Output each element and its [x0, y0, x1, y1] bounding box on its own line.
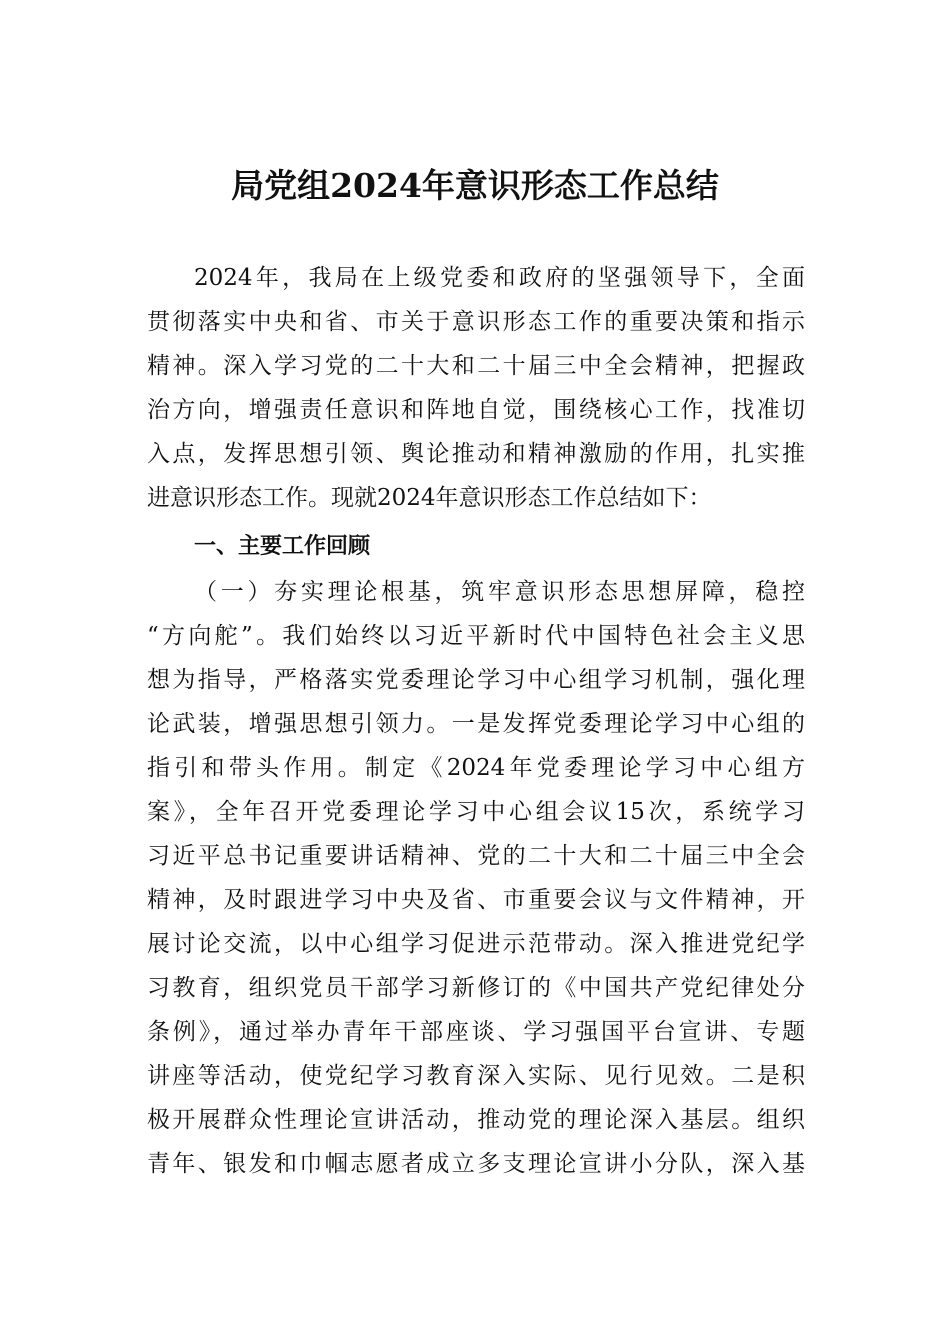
- intro-line: 精神。深入学习党的二十大和二十届三中全会精神，把握政: [147, 353, 805, 379]
- body-line: 论武装，增强思想引领力。一是发挥党委理论学习中心组的: [147, 711, 805, 737]
- body-line: 条例》，通过举办青年干部座谈、学习强国平台宣讲、专题: [147, 1019, 805, 1045]
- body-line: 想为指导，严格落实党委理论学习中心组学习机制，强化理: [147, 667, 805, 693]
- intro-line: 治方向，增强责任意识和阵地自觉，围绕核心工作，找准切: [147, 397, 805, 423]
- document-title: 局党组2024年意识形态工作总结: [231, 166, 719, 205]
- body-line: 展讨论交流，以中心组学习促进示范带动。深入推进党纪学: [147, 931, 805, 957]
- body-line: 极开展群众性理论宣讲活动，推动党的理论深入基层。组织: [147, 1107, 805, 1133]
- body-line: 案》，全年召开党委理论学习中心组会议15次，系统学习: [147, 799, 805, 825]
- body-line: 讲座等活动，使党纪学习教育深入实际、见行见效。二是积: [147, 1063, 805, 1089]
- body-line: 青年、银发和巾帼志愿者成立多支理论宣讲小分队，深入基: [147, 1151, 805, 1177]
- subsection-heading: （一）夯实理论根基，筑牢意识形态思想屏障，稳控: [194, 579, 805, 605]
- intro-line: 2024年，我局在上级党委和政府的坚强领导下，全面: [194, 265, 805, 291]
- body-line: “方向舵”。我们始终以习近平新时代中国特色社会主义思: [147, 623, 805, 649]
- body-line: 习近平总书记重要讲话精神、党的二十大和二十届三中全会: [147, 843, 805, 869]
- intro-line: 入点，发挥思想引领、舆论推动和精神激励的作用，扎实推: [147, 441, 805, 467]
- section-heading: 一、主要工作回顾: [194, 534, 371, 559]
- intro-line: 进意识形态工作。现就2024年意识形态工作总结如下：: [147, 485, 712, 511]
- body-line: 习教育，组织党员干部学习新修订的《中国共产党纪律处分: [147, 975, 805, 1001]
- body-line: 指引和带头作用。制定《2024年党委理论学习中心组方: [147, 755, 805, 781]
- intro-line: 贯彻落实中央和省、市关于意识形态工作的重要决策和指示: [147, 309, 805, 335]
- body-line: 精神，及时跟进学习中央及省、市重要会议与文件精神，开: [147, 887, 805, 913]
